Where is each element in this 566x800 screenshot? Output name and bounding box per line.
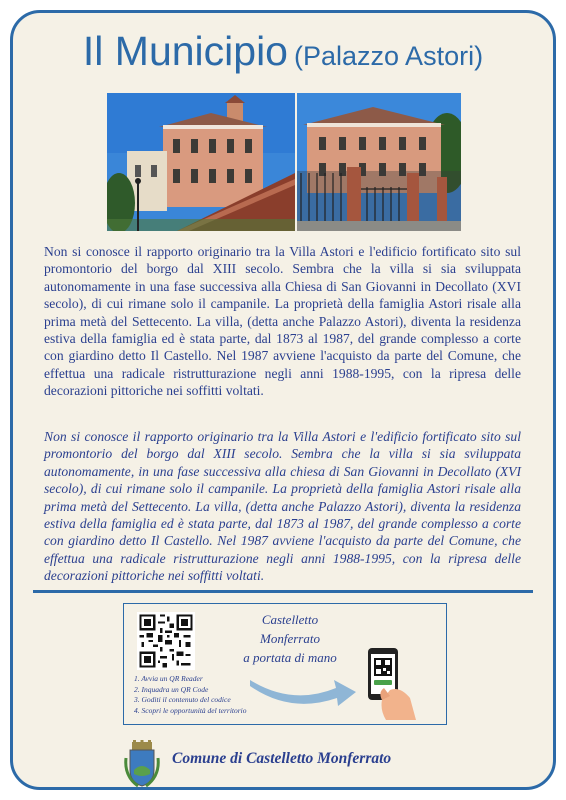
curved-arrow-icon [248,666,360,710]
title-main: Il Municipio [82,28,288,74]
photo-palazzo-right [297,93,461,231]
slogan-line: Monferrato [260,631,320,646]
description-paragraph: Non si conosce il rapporto originario tra la Villa Astori e l'edificio fortificato sito sul promontorio del borgo dal XIII secolo. Sembra che la villa si sia sviluppata autonomamente in una fase successiva alla Chiesa di San Giovanni in Decollato (XVI secolo), di cui rimane solo il campanile. La proprietà della famiglia Astori risale alla prima metà del Settecento. La villa, (detta anche Palazzo Astori), diventa la residenza estiva della famiglia ed è stata parte, dal 1873 al 1987, del grande complesso a corte con giardino detto Il Castello. Nel 1987 avviene l'acquisto da parte del Comune, che effettua una radicale ristrutturazione negli anni 1988-1995, con la ripresa delle decorazioni pittoriche nei soffitti voltati. [44,244,521,399]
step-item: 4. Scopri le opportunità del territorio [134,705,247,715]
divider [33,590,533,593]
footer-municipality: Comune di Castelletto Monferrato [172,750,392,767]
step-item: 1. Avvia un QR Reader [134,674,203,683]
step-item: 3. Goditi il contenuto del codice [134,695,231,704]
photo-palazzo-left [107,93,295,231]
page-title [0,28,566,75]
step-item: 2. Inquadra un QR Code [134,684,209,694]
coat-of-arms-icon [124,740,160,790]
slogan [220,610,360,667]
title-sub: (Palazzo Astori) [294,41,484,71]
description-paragraph-italic: Non si conosce il rapporto originario tra la Villa Astori e l'edificio fortificato sito sul promontorio del borgo dal XIII secolo. Sembra che la villa si sia sviluppata autonomamente, in una fase successiva alla chiesa di San Giovanni in Decollato (XVI secolo), di cui rimane solo il campanile. La proprietà della famiglia Astori risale alla prima metà del Settecento. La villa, (detta anche Palazzo Astori), diventa la residenza estiva della famiglia ed è stata parte, dal 1873 al 1987, del grande complesso a corte con giardino detto Il Castello. Nel 1987 avviene l'acquisto da parte del Comune, che effettua una radicale ristrutturazione negli anni 1988-1995, con la ripresa delle decorazioni pittoriche nei soffitti voltati. [44,429,521,584]
qr-code-icon[interactable] [134,612,198,670]
qr-info-box [123,603,447,725]
slogan-line: a portata di mano [243,650,337,665]
phone-scan-icon [360,646,418,722]
qr-instructions [134,674,247,716]
slogan-line: Castelletto [261,612,319,627]
